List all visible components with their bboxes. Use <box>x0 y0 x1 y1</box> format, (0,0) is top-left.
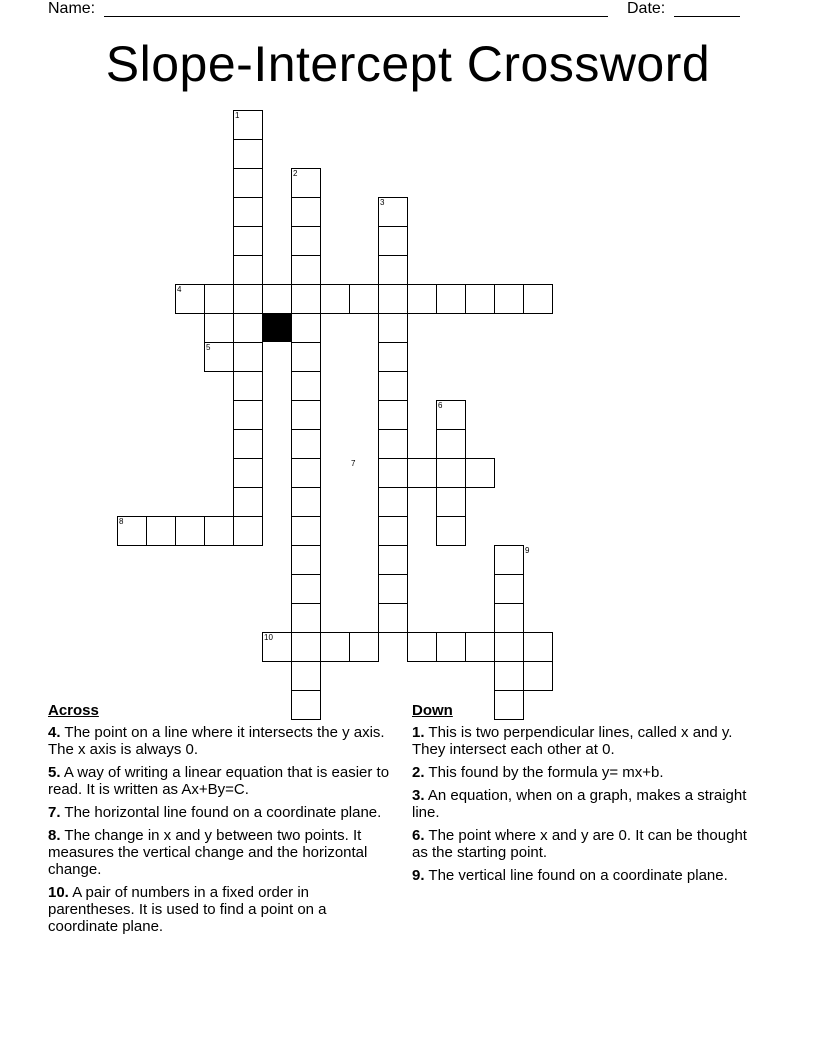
crossword-cell[interactable] <box>291 197 321 227</box>
clue-text: A way of writing a linear equation that is easier to read. It is written as Ax+By=C. <box>48 764 390 798</box>
crossword-cell[interactable] <box>204 516 234 546</box>
down-clues <box>412 702 752 890</box>
name-label: Name: <box>48 0 96 17</box>
clue-number: 4. <box>48 724 61 741</box>
down-heading: Down <box>412 702 453 719</box>
crossword-cell[interactable] <box>378 458 408 488</box>
crossword-cell[interactable] <box>291 226 321 256</box>
crossword-cell[interactable] <box>494 284 524 314</box>
clue-number-label: 1 <box>235 111 240 120</box>
clue-item <box>48 724 393 758</box>
crossword-cell[interactable] <box>233 458 263 488</box>
crossword-cell[interactable] <box>175 516 205 546</box>
clue-number-label: 4 <box>177 285 182 294</box>
black-cell <box>262 313 291 342</box>
crossword-cell[interactable] <box>233 168 263 198</box>
crossword-cell[interactable] <box>291 632 321 662</box>
crossword-cell[interactable] <box>233 400 263 430</box>
crossword-cell[interactable] <box>436 632 466 662</box>
crossword-cell[interactable] <box>349 632 379 662</box>
crossword-cell[interactable] <box>407 632 437 662</box>
clue-text: The point on a line where it intersects the y axis. The x axis is always 0. <box>48 724 385 758</box>
crossword-cell[interactable] <box>320 284 350 314</box>
crossword-cell[interactable] <box>233 313 263 343</box>
crossword-cell[interactable] <box>436 487 466 517</box>
crossword-cell[interactable] <box>494 603 524 633</box>
clue-number-label: 8 <box>119 517 124 526</box>
crossword-cell[interactable] <box>233 487 263 517</box>
crossword-cell[interactable] <box>291 313 321 343</box>
crossword-cell[interactable] <box>436 516 466 546</box>
crossword-cell[interactable] <box>291 603 321 633</box>
crossword-cell[interactable] <box>378 371 408 401</box>
crossword-cell[interactable] <box>465 632 495 662</box>
clue-item <box>48 804 393 821</box>
clue-number: 6. <box>412 827 425 844</box>
crossword-cell[interactable] <box>378 226 408 256</box>
crossword-cell[interactable] <box>494 632 524 662</box>
crossword-cell[interactable] <box>291 516 321 546</box>
crossword-cell[interactable] <box>291 661 321 691</box>
crossword-cell[interactable] <box>523 284 553 314</box>
clue-item <box>412 827 752 861</box>
crossword-cell[interactable] <box>378 284 408 314</box>
crossword-cell[interactable] <box>378 255 408 285</box>
crossword-cell[interactable] <box>378 429 408 459</box>
crossword-cell[interactable] <box>436 429 466 459</box>
clue-item <box>48 884 393 935</box>
clue-text: This is two perpendicular lines, called x and y. They intersect each other at 0. <box>412 724 733 758</box>
crossword-cell[interactable] <box>436 284 466 314</box>
crossword-cell[interactable] <box>523 632 553 662</box>
crossword-cell[interactable] <box>146 516 176 546</box>
date-label: Date: <box>627 0 666 17</box>
clue-number-label: 10 <box>264 633 273 642</box>
crossword-cell[interactable] <box>233 371 263 401</box>
clue-text: An equation, when on a graph, makes a straight line. <box>412 787 747 821</box>
crossword-cell[interactable] <box>233 197 263 227</box>
clue-item <box>48 827 393 878</box>
crossword-cell[interactable] <box>233 255 263 285</box>
crossword-cell[interactable] <box>523 661 553 691</box>
clue-number: 3. <box>412 787 425 804</box>
clue-number: 2. <box>412 764 425 781</box>
clue-number-label: 6 <box>438 401 443 410</box>
crossword-cell[interactable] <box>291 400 321 430</box>
clue-item <box>412 787 752 821</box>
clue-text: The point where x and y are 0. It can be thought as the starting point. <box>412 827 747 861</box>
crossword-cell[interactable] <box>291 255 321 285</box>
crossword-cell[interactable] <box>349 284 379 314</box>
crossword-cell[interactable] <box>233 429 263 459</box>
clue-number-label: 7 <box>351 459 356 468</box>
clue-text: The horizontal line found on a coordinate plane. <box>64 804 382 821</box>
crossword-cell[interactable] <box>494 545 524 575</box>
crossword-cell[interactable] <box>436 458 466 488</box>
clue-item <box>412 867 752 884</box>
crossword-cell[interactable] <box>378 516 408 546</box>
crossword-cell[interactable] <box>465 284 495 314</box>
crossword-cell[interactable] <box>378 545 408 575</box>
page-title: Slope-Intercept Crossword <box>105 36 711 92</box>
clue-number-label: 5 <box>206 343 211 352</box>
clue-number: 5. <box>48 764 61 781</box>
crossword-cell[interactable] <box>291 487 321 517</box>
across-heading: Across <box>48 702 99 719</box>
clue-number-label: 2 <box>293 169 298 178</box>
across-clues <box>48 702 393 941</box>
clue-number: 7. <box>48 804 61 821</box>
clue-number: 8. <box>48 827 61 844</box>
clue-item <box>412 724 752 758</box>
crossword-cell[interactable] <box>407 284 437 314</box>
crossword-cell[interactable] <box>291 342 321 372</box>
clue-number-label: 9 <box>525 546 530 555</box>
crossword-cell[interactable] <box>378 400 408 430</box>
crossword-cell[interactable] <box>204 313 234 343</box>
clue-number-label: 3 <box>380 198 385 207</box>
crossword-cell[interactable] <box>378 342 408 372</box>
clue-number: 9. <box>412 867 425 884</box>
crossword-cell[interactable] <box>291 574 321 604</box>
crossword-cell[interactable] <box>291 371 321 401</box>
crossword-cell[interactable] <box>233 342 263 372</box>
crossword-cell[interactable] <box>291 429 321 459</box>
crossword-cell[interactable] <box>291 545 321 575</box>
crossword-cell[interactable] <box>291 458 321 488</box>
clue-text: The vertical line found on a coordinate plane. <box>428 867 728 884</box>
clue-item <box>412 764 752 781</box>
clue-item <box>48 764 393 798</box>
crossword-cell[interactable] <box>320 632 350 662</box>
clue-text: The change in x and y between two points. It measures the vertical change and the horizontal change. <box>48 827 368 878</box>
crossword-cell[interactable] <box>378 487 408 517</box>
crossword-cell[interactable] <box>204 284 234 314</box>
crossword-cell[interactable] <box>378 574 408 604</box>
crossword-cell[interactable] <box>494 661 524 691</box>
crossword-cell[interactable] <box>233 139 263 169</box>
crossword-cell[interactable] <box>291 284 321 314</box>
clue-text: A pair of numbers in a fixed order in parentheses. It is used to find a point on a coordinate plane. <box>48 884 327 935</box>
crossword-cell[interactable] <box>233 226 263 256</box>
crossword-cell[interactable] <box>494 574 524 604</box>
crossword-cell[interactable] <box>378 313 408 343</box>
crossword-cell[interactable] <box>465 458 495 488</box>
crossword-cell[interactable] <box>233 516 263 546</box>
clue-number: 10. <box>48 884 69 901</box>
clue-number: 1. <box>412 724 425 741</box>
crossword-cell[interactable] <box>233 284 263 314</box>
crossword-cell[interactable] <box>378 603 408 633</box>
clue-text: This found by the formula y= mx+b. <box>428 764 664 781</box>
crossword-cell[interactable] <box>262 284 292 314</box>
crossword-cell[interactable] <box>407 458 437 488</box>
